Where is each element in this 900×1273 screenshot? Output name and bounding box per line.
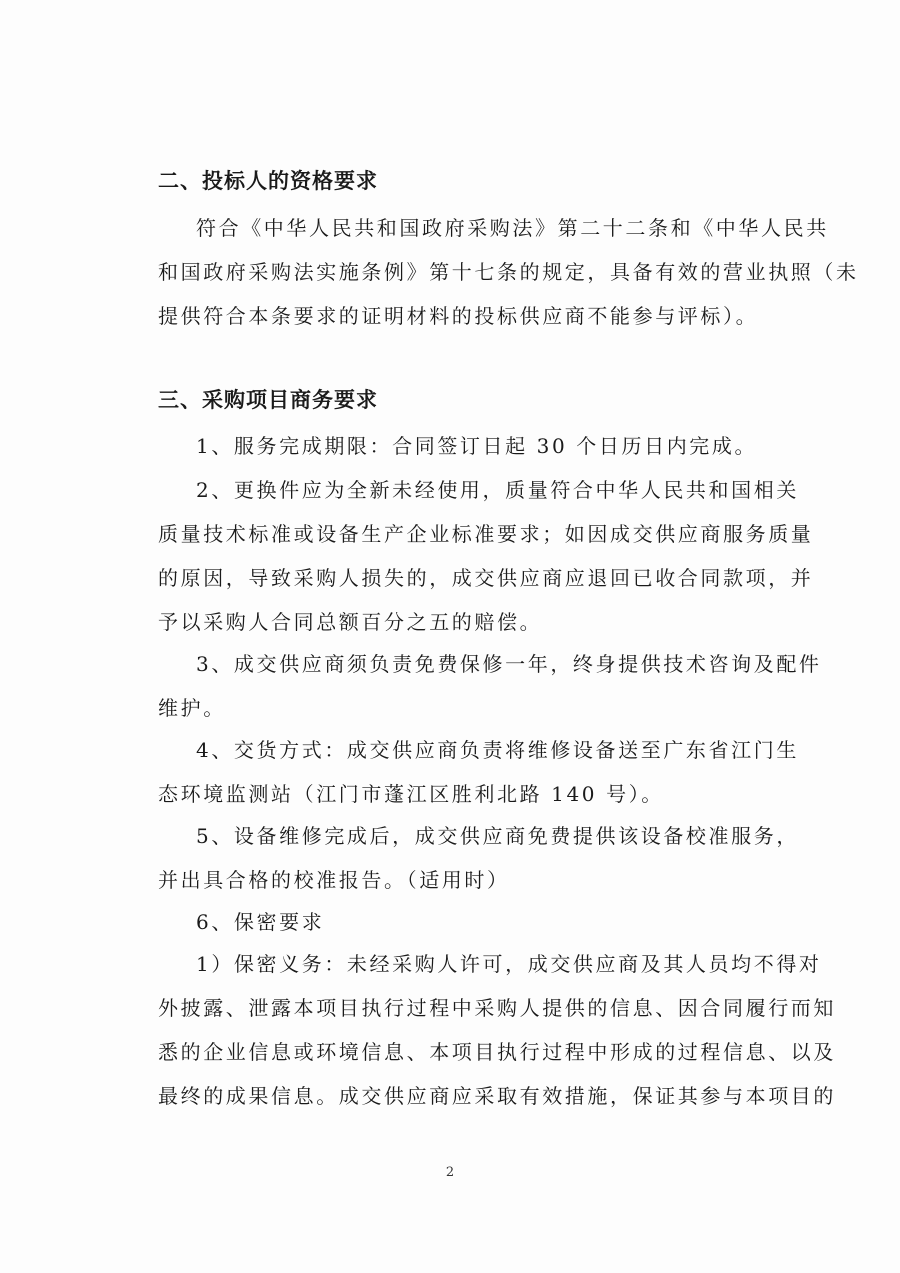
paragraph-line: 予以采购人合同总额百分之五的赔偿。 (158, 610, 543, 634)
paragraph-line: 6、保密要求 (196, 910, 325, 934)
paragraph-line: 3、成交供应商须负责免费保修一年，终身提供技术咨询及配件 (196, 652, 822, 676)
section-2-heading: 二、投标人的资格要求 (158, 168, 378, 193)
paragraph-line: 的原因，导致采购人损失的，成交供应商应退回已收合同款项，并 (158, 566, 814, 590)
paragraph-line: 1）保密义务：未经采购人许可，成交供应商及其人员均不得对 (196, 952, 822, 976)
section-3-heading: 三、采购项目商务要求 (158, 387, 378, 412)
paragraph-line: 质量技术标准或设备生产企业标准要求；如因成交供应商服务质量 (158, 522, 814, 546)
paragraph-line: 1、服务完成期限：合同签订日起 30 个日历日内完成。 (196, 434, 758, 458)
paragraph-line: 外披露、泄露本项目执行过程中采购人提供的信息、因合同履行而知 (158, 996, 836, 1020)
paragraph-line: 符合《中华人民共和国政府采购法》第二十二条和《中华人民共 (196, 216, 829, 240)
paragraph-line: 最终的成果信息。成交供应商应采取有效措施，保证其参与本项目的 (158, 1084, 836, 1108)
paragraph-line: 4、交货方式：成交供应商负责将维修设备送至广东省江门生 (196, 738, 799, 762)
paragraph-line: 提供符合本条要求的证明材料的投标供应商不能参与评标）。 (158, 304, 759, 328)
paragraph-line: 和国政府采购法实施条例》第十七条的规定，具备有效的营业执照（未 (158, 260, 859, 284)
paragraph-line: 悉的企业信息或环境信息、本项目执行过程中形成的过程信息、以及 (158, 1040, 836, 1064)
paragraph-line: 并出具合格的校准报告。（适用时） (158, 868, 510, 892)
paragraph-line: 5、设备维修完成后，成交供应商免费提供该设备校准服务， (196, 824, 799, 848)
paragraph-line: 维护。 (158, 696, 226, 720)
page-number: 2 (445, 1165, 455, 1180)
paragraph-line: 态环境监测站（江门市蓬江区胜利北路 140 号）。 (158, 782, 664, 806)
paragraph-line: 2、更换件应为全新未经使用，质量符合中华人民共和国相关 (196, 478, 799, 502)
